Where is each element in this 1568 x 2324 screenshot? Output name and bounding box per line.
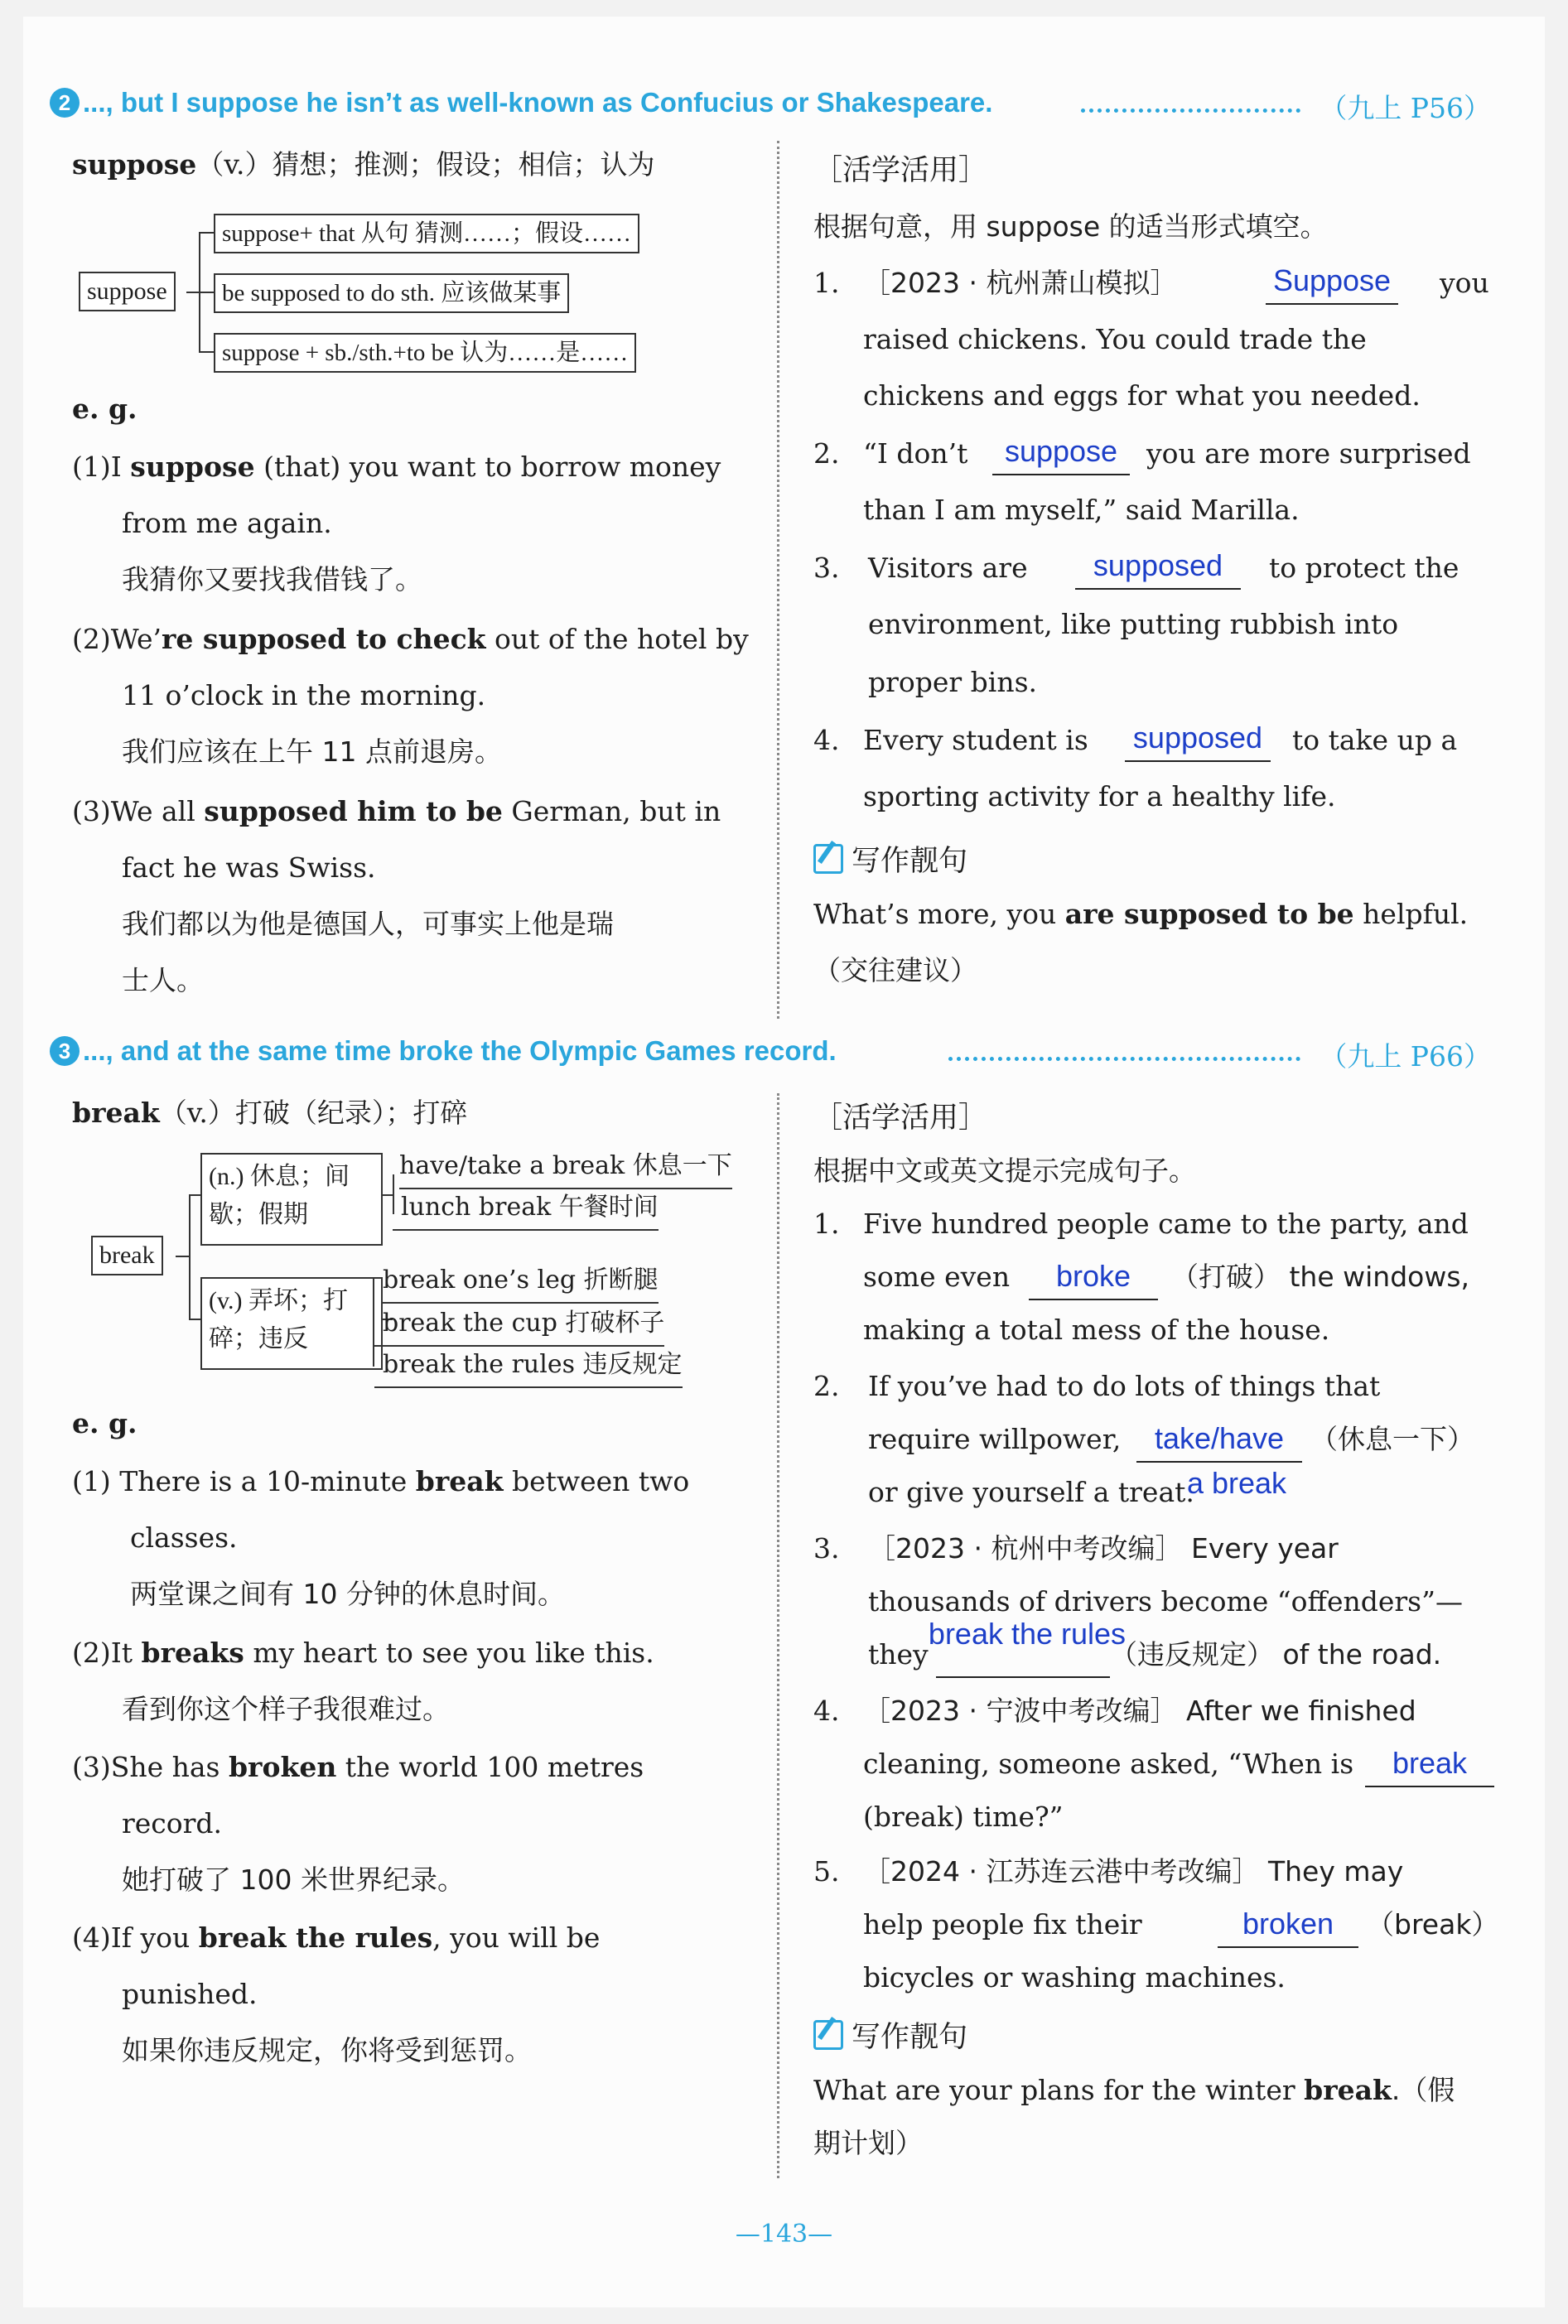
item-text: Every student is <box>863 724 1088 756</box>
example-4-cont: punished. <box>122 1978 258 2010</box>
item-text: （休息一下） <box>1310 1423 1474 1455</box>
answer-text: supposed <box>1132 721 1263 755</box>
example-1: (1)I suppose (that) you want to borrow money <box>72 451 721 483</box>
item-text: thousands of drivers become “offenders”— <box>868 1585 1463 1618</box>
writing-note: 期计划） <box>813 2127 923 2159</box>
writing-sentence: What’s more, you are supposed to be helpful. <box>813 898 1469 930</box>
tree-connector <box>381 1194 393 1196</box>
headword: break <box>72 1097 160 1129</box>
tree-root: break <box>91 1236 163 1275</box>
page-number: —143— <box>735 2220 833 2249</box>
practice-title: ［活学活用］ <box>813 154 988 187</box>
tree-connector <box>199 351 215 353</box>
eg-label: e. g. <box>72 1407 138 1439</box>
writing-note: （交往建议） <box>813 954 977 986</box>
example-2-translation: 我们应该在上午 11 点前退房。 <box>122 735 502 768</box>
answer-text: broken <box>1242 1907 1334 1941</box>
tree-connector <box>199 232 215 234</box>
tree-connector <box>199 292 215 293</box>
item-number: 3. <box>813 1532 840 1565</box>
writing-sentence: What are your plans for the winter break.（假 <box>813 2074 1455 2106</box>
column-divider <box>777 1093 779 2178</box>
item-text: ［2023 · 杭州中考改编］ Every year <box>868 1532 1339 1565</box>
practice-title: ［活学活用］ <box>813 1102 988 1135</box>
section-number: 2 <box>50 88 80 118</box>
item-text: （打破） the windows, <box>1171 1261 1470 1293</box>
item-number: 2. <box>813 437 840 470</box>
item-text: they <box>868 1638 929 1671</box>
part-of-speech: （v.） <box>196 148 273 181</box>
tree-connector <box>189 1194 191 1319</box>
example-2-translation: 看到你这个样子我很难过。 <box>122 1693 450 1725</box>
example-1-cont: from me again. <box>122 507 332 539</box>
pen-icon <box>813 2020 843 2050</box>
item-text: proper bins. <box>868 666 1038 698</box>
tree-branch: break one’s leg 折断腿 <box>383 1259 659 1304</box>
eg-label: e. g. <box>72 393 138 425</box>
example-2: (2)It breaks my heart to see you like this. <box>72 1637 654 1669</box>
item-text: Visitors are <box>868 552 1028 584</box>
answer-text: broke <box>1055 1259 1131 1293</box>
section-title: ..., and at the same time broke the Olympic Games record. <box>83 1035 837 1066</box>
pen-icon <box>813 844 843 874</box>
section-2-heading <box>50 87 1491 137</box>
tree-branch: break the cup 打破杯子 <box>374 1302 664 1347</box>
item-text: to take up a <box>1292 724 1458 756</box>
item-text: Five hundred people came to the party, and <box>863 1208 1469 1240</box>
example-3: (3)We all supposed him to be German, but in <box>72 795 721 827</box>
item-text: making a total mess of the house. <box>863 1314 1330 1346</box>
item-number: 5. <box>813 1855 840 1888</box>
example-3-translation: 我们都以为他是德国人，可事实上他是瑞 <box>122 908 614 940</box>
example-3-cont: record. <box>122 1807 223 1839</box>
word-meaning: 打破（纪录）；打碎 <box>234 1097 468 1129</box>
item-text: environment, like putting rubbish into <box>868 608 1399 640</box>
tree-branch: have/take a break 休息一下 <box>399 1145 732 1189</box>
section-number: 3 <box>50 1036 80 1066</box>
example-2: (2)We’re supposed to check out of the hotel by <box>72 623 749 655</box>
tree-branch: suppose + sb./sth.+to be 认为……是…… <box>214 333 636 373</box>
section-3-heading <box>50 1035 1491 1085</box>
item-number: 1. <box>813 1208 840 1240</box>
example-3: (3)She has broken the world 100 metres <box>72 1751 644 1783</box>
example-4: (4)If you break the rules, you will be <box>72 1921 601 1954</box>
tree-node-noun: (n.) 休息；间 歇；假期 <box>200 1153 383 1246</box>
answer-blank <box>992 474 1130 475</box>
writing-title: 写作靓句 <box>813 838 967 880</box>
item-text: If you’ve had to do lots of things that <box>868 1370 1381 1402</box>
dotted-leader <box>948 1057 1300 1061</box>
dotted-leader <box>1081 108 1300 113</box>
answer-blank <box>1266 303 1398 305</box>
answer-text: break <box>1392 1746 1468 1780</box>
item-text: sporting activity for a healthy life. <box>863 780 1336 812</box>
example-3-translation-cont: 士人。 <box>122 964 204 996</box>
answer-blank <box>1125 760 1271 762</box>
item-text: some even <box>863 1261 1011 1293</box>
item-number: 1. <box>813 267 840 299</box>
answer-blank <box>1029 1299 1158 1300</box>
item-number: 4. <box>813 724 840 756</box>
example-3-cont: fact he was Swiss. <box>122 851 376 884</box>
item-text: （break） <box>1367 1908 1499 1941</box>
tree-branch: lunch break 午餐时间 <box>393 1186 659 1231</box>
item-text: （违反规定） of the road. <box>1110 1638 1442 1671</box>
tree-branch: break the rules 违反规定 <box>374 1343 683 1388</box>
item-text: than I am myself,” said Marilla. <box>863 494 1300 526</box>
tree-connector <box>176 1256 189 1257</box>
column-divider <box>777 141 779 1019</box>
practice-instruction: 根据中文或英文提示完成句子。 <box>813 1155 1196 1187</box>
word-definition <box>72 1085 467 1141</box>
answer-blank <box>936 1676 1110 1678</box>
item-number: 3. <box>813 552 840 584</box>
item-text: ［2024 · 江苏连云港中考改编］ They may <box>863 1855 1404 1888</box>
answer-text-2: a break <box>1186 1466 1287 1500</box>
answer-text: break the rules <box>928 1617 1127 1651</box>
answer-text: suppose <box>1004 434 1118 468</box>
item-number: 2. <box>813 1370 840 1402</box>
item-text: bicycles or washing machines. <box>863 1961 1286 1994</box>
answer-blank <box>1075 588 1241 590</box>
example-1-cont: classes. <box>130 1521 238 1554</box>
writing-title: 写作靓句 <box>813 2014 967 2056</box>
practice-instruction: 根据句意，用 suppose 的适当形式填空。 <box>813 210 1328 243</box>
item-text: or give yourself a treat. <box>868 1476 1194 1508</box>
item-source: ［2023 · 杭州萧山模拟］ <box>863 267 1178 299</box>
answer-blank <box>1218 1946 1358 1948</box>
tree-root: suppose <box>79 272 176 311</box>
item-text: (break) time?” <box>863 1801 1064 1833</box>
textbook-reference: （九上 P66） <box>1320 1040 1491 1073</box>
word-definition <box>72 137 655 193</box>
item-text: chickens and eggs for what you needed. <box>863 379 1421 412</box>
tree-branch: suppose+ that 从句 猜测……；假设…… <box>214 214 639 253</box>
item-text: ［2023 · 宁波中考改编］ After we finished <box>863 1695 1416 1727</box>
example-3-translation: 她打破了 100 米世界纪录。 <box>122 1864 465 1896</box>
item-text: to protect the <box>1269 552 1459 584</box>
word-meaning: 猜想；推测；假设；相信；认为 <box>272 148 655 181</box>
tree-node-verb: (v.) 弄坏；打 碎；违反 <box>200 1277 383 1370</box>
section-title: ..., but I suppose he isn’t as well-known as Confucius or Shakespeare. <box>83 87 993 118</box>
answer-text: Suppose <box>1272 263 1392 297</box>
item-text: you are more surprised <box>1146 437 1471 470</box>
example-4-translation: 如果你违反规定，你将受到惩罚。 <box>122 2034 532 2066</box>
tree-branch: be supposed to do sth. 应该做某事 <box>214 273 569 313</box>
example-1: (1) There is a 10-minute break between two <box>72 1465 690 1497</box>
item-text: raised chickens. You could trade the <box>863 323 1367 355</box>
part-of-speech: （v.） <box>159 1097 235 1129</box>
example-1-translation: 我猜你又要找我借钱了。 <box>122 563 422 595</box>
item-text: “I don’t <box>863 437 968 470</box>
tree-connector <box>186 292 199 293</box>
headword: suppose <box>72 148 197 181</box>
answer-blank <box>1365 1786 1494 1787</box>
item-text: cleaning, someone asked, “When is <box>863 1748 1354 1780</box>
example-1-translation: 两堂课之间有 10 分钟的休息时间。 <box>130 1578 565 1610</box>
answer-text: supposed <box>1093 548 1223 582</box>
textbook-reference: （九上 P56） <box>1320 92 1491 124</box>
item-number: 4. <box>813 1695 840 1727</box>
answer-text: take/have <box>1154 1421 1285 1455</box>
example-2-cont: 11 o’clock in the morning. <box>122 679 486 711</box>
item-text: help people fix their <box>863 1908 1142 1941</box>
answer-blank <box>1136 1461 1302 1463</box>
item-text: require willpower, <box>868 1423 1122 1455</box>
item-text: you <box>1440 267 1489 299</box>
